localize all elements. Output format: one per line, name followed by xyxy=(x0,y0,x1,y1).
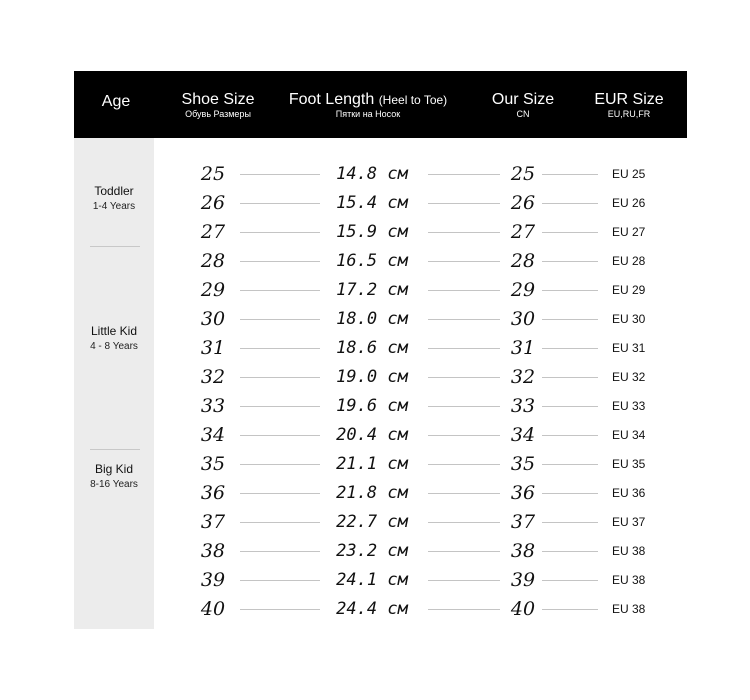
eur-size-value: EU 34 xyxy=(612,428,646,442)
row-leader-line xyxy=(240,406,320,407)
foot-length-value: 21.1 см xyxy=(336,454,408,474)
our-size-value: 35 xyxy=(510,453,536,475)
row-leader-line xyxy=(428,203,500,204)
row-leader-line xyxy=(542,232,598,233)
row-leader-line xyxy=(240,522,320,523)
row-leader-line xyxy=(240,203,320,204)
our-size-value: 38 xyxy=(510,540,536,562)
row-leader-line xyxy=(542,203,598,204)
eur-size-value: EU 30 xyxy=(612,312,646,326)
row-leader-line xyxy=(542,580,598,581)
row-leader-line xyxy=(542,174,598,175)
our-size-value: 30 xyxy=(510,308,536,330)
row-leader-line xyxy=(240,609,320,610)
eur-size-header-sub: EU,RU,FR xyxy=(607,109,651,119)
shoe-size-value: 32 xyxy=(200,366,226,388)
shoe-size-value: 28 xyxy=(200,250,226,272)
table-row xyxy=(0,334,750,363)
row-leader-line xyxy=(240,435,320,436)
age-column-header xyxy=(74,71,158,138)
shoe-size-value: 29 xyxy=(200,279,226,301)
age-group-years: 8-16 Years xyxy=(90,479,138,490)
table-row xyxy=(0,537,750,566)
table-row xyxy=(0,421,750,450)
shoe-size-value: 34 xyxy=(200,424,226,446)
row-leader-line xyxy=(240,232,320,233)
row-leader-line xyxy=(542,377,598,378)
row-leader-line xyxy=(428,406,500,407)
eur-size-header-label: EUR Size xyxy=(594,91,664,108)
row-leader-line xyxy=(240,348,320,349)
our-size-value: 27 xyxy=(510,221,536,243)
our-size-value: 40 xyxy=(510,598,536,620)
age-group-years: 1-4 Years xyxy=(92,201,136,212)
table-row xyxy=(0,566,750,595)
our-size-value: 26 xyxy=(510,192,536,214)
age-header-label: Age xyxy=(101,93,131,110)
our-size-value: 32 xyxy=(510,366,536,388)
eur-size-value: EU 38 xyxy=(612,602,646,616)
foot-length-value: 15.9 см xyxy=(336,222,408,242)
shoe-size-header-sub: Обувь Размеры xyxy=(185,109,251,119)
row-leader-line xyxy=(542,261,598,262)
our-size-value: 36 xyxy=(510,482,536,504)
our-size-value: 28 xyxy=(510,250,536,272)
row-leader-line xyxy=(240,319,320,320)
row-leader-line xyxy=(428,319,500,320)
our-size-value: 25 xyxy=(510,163,536,185)
row-leader-line xyxy=(428,493,500,494)
age-group-years: 4 - 8 Years xyxy=(90,341,138,352)
foot-length-value: 14.8 см xyxy=(336,164,408,184)
shoe-size-value: 39 xyxy=(200,569,226,591)
row-leader-line xyxy=(542,319,598,320)
our-size-value: 31 xyxy=(510,337,536,359)
row-leader-line xyxy=(240,290,320,291)
shoe-size-value: 33 xyxy=(200,395,226,417)
shoe-size-column-header xyxy=(168,71,268,138)
row-leader-line xyxy=(542,493,598,494)
row-leader-line xyxy=(428,551,500,552)
row-leader-line xyxy=(542,522,598,523)
row-leader-line xyxy=(428,290,500,291)
row-leader-line xyxy=(542,551,598,552)
size-chart-header xyxy=(74,71,687,138)
shoe-size-value: 36 xyxy=(200,482,226,504)
eur-size-value: EU 38 xyxy=(612,573,646,587)
shoe-size-value: 40 xyxy=(200,598,226,620)
row-leader-line xyxy=(240,261,320,262)
foot-length-value: 19.6 см xyxy=(336,396,408,416)
table-row xyxy=(0,450,750,479)
row-leader-line xyxy=(542,406,598,407)
foot-length-header-title: Foot Length xyxy=(288,91,375,108)
row-leader-line xyxy=(428,174,500,175)
table-row xyxy=(0,508,750,537)
table-row xyxy=(0,160,750,189)
eur-size-value: EU 29 xyxy=(612,283,646,297)
foot-length-header-note: (Heel to Toe) xyxy=(378,93,448,107)
row-leader-line xyxy=(428,261,500,262)
foot-length-value: 24.1 см xyxy=(336,570,408,590)
eur-size-value: EU 36 xyxy=(612,486,646,500)
row-leader-line xyxy=(428,580,500,581)
table-row xyxy=(0,363,750,392)
row-leader-line xyxy=(240,464,320,465)
our-size-value: 29 xyxy=(510,279,536,301)
row-leader-line xyxy=(428,522,500,523)
our-size-value: 33 xyxy=(510,395,536,417)
age-group-name: Big Kid xyxy=(94,462,134,476)
table-row xyxy=(0,595,750,624)
our-size-value: 37 xyxy=(510,511,536,533)
foot-length-value: 22.7 см xyxy=(336,512,408,532)
row-leader-line xyxy=(240,377,320,378)
foot-length-value: 24.4 см xyxy=(336,599,408,619)
eur-size-column-header xyxy=(584,71,674,138)
eur-size-value: EU 28 xyxy=(612,254,646,268)
our-size-header-label: Our Size xyxy=(491,91,555,108)
row-leader-line xyxy=(428,464,500,465)
foot-length-value: 18.0 см xyxy=(336,309,408,329)
row-leader-line xyxy=(542,348,598,349)
table-row xyxy=(0,218,750,247)
row-leader-line xyxy=(428,609,500,610)
row-leader-line xyxy=(240,551,320,552)
shoe-size-value: 26 xyxy=(200,192,226,214)
row-leader-line xyxy=(542,290,598,291)
shoe-size-header-label: Shoe Size xyxy=(181,91,255,108)
eur-size-value: EU 31 xyxy=(612,341,646,355)
eur-size-value: EU 27 xyxy=(612,225,646,239)
eur-size-value: EU 26 xyxy=(612,196,646,210)
eur-size-value: EU 33 xyxy=(612,399,646,413)
table-row xyxy=(0,479,750,508)
shoe-size-value: 31 xyxy=(200,337,226,359)
shoe-size-value: 27 xyxy=(200,221,226,243)
our-size-column-header xyxy=(478,71,568,138)
table-row xyxy=(0,276,750,305)
row-leader-line xyxy=(240,580,320,581)
age-group-name: Little Kid xyxy=(90,324,138,338)
row-leader-line xyxy=(240,174,320,175)
our-size-value: 34 xyxy=(510,424,536,446)
foot-length-value: 23.2 см xyxy=(336,541,408,561)
shoe-size-value: 25 xyxy=(200,163,226,185)
our-size-value: 39 xyxy=(510,569,536,591)
row-leader-line xyxy=(542,464,598,465)
age-group-name: Toddler xyxy=(94,184,134,198)
row-leader-line xyxy=(428,435,500,436)
table-row xyxy=(0,247,750,276)
table-row xyxy=(0,305,750,334)
table-row xyxy=(0,189,750,218)
shoe-size-value: 35 xyxy=(200,453,226,475)
shoe-size-value: 38 xyxy=(200,540,226,562)
foot-length-value: 19.0 см xyxy=(336,367,408,387)
row-leader-line xyxy=(428,377,500,378)
foot-length-value: 20.4 см xyxy=(336,425,408,445)
foot-length-header-sub: Пятки на Носок xyxy=(335,109,401,119)
eur-size-value: EU 38 xyxy=(612,544,646,558)
row-leader-line xyxy=(240,493,320,494)
foot-length-value: 17.2 см xyxy=(336,280,408,300)
eur-size-value: EU 25 xyxy=(612,167,646,181)
foot-length-value: 18.6 см xyxy=(336,338,408,358)
table-row xyxy=(0,392,750,421)
shoe-size-value: 30 xyxy=(200,308,226,330)
eur-size-value: EU 35 xyxy=(612,457,646,471)
foot-length-value: 21.8 см xyxy=(336,483,408,503)
row-leader-line xyxy=(542,435,598,436)
foot-length-header-label xyxy=(278,91,458,109)
row-leader-line xyxy=(542,609,598,610)
eur-size-value: EU 37 xyxy=(612,515,646,529)
eur-size-value: EU 32 xyxy=(612,370,646,384)
our-size-header-sub: CN xyxy=(516,109,530,119)
row-leader-line xyxy=(428,232,500,233)
shoe-size-value: 37 xyxy=(200,511,226,533)
foot-length-value: 16.5 см xyxy=(336,251,408,271)
foot-length-column-header xyxy=(278,71,458,138)
row-leader-line xyxy=(428,348,500,349)
foot-length-value: 15.4 см xyxy=(336,193,408,213)
